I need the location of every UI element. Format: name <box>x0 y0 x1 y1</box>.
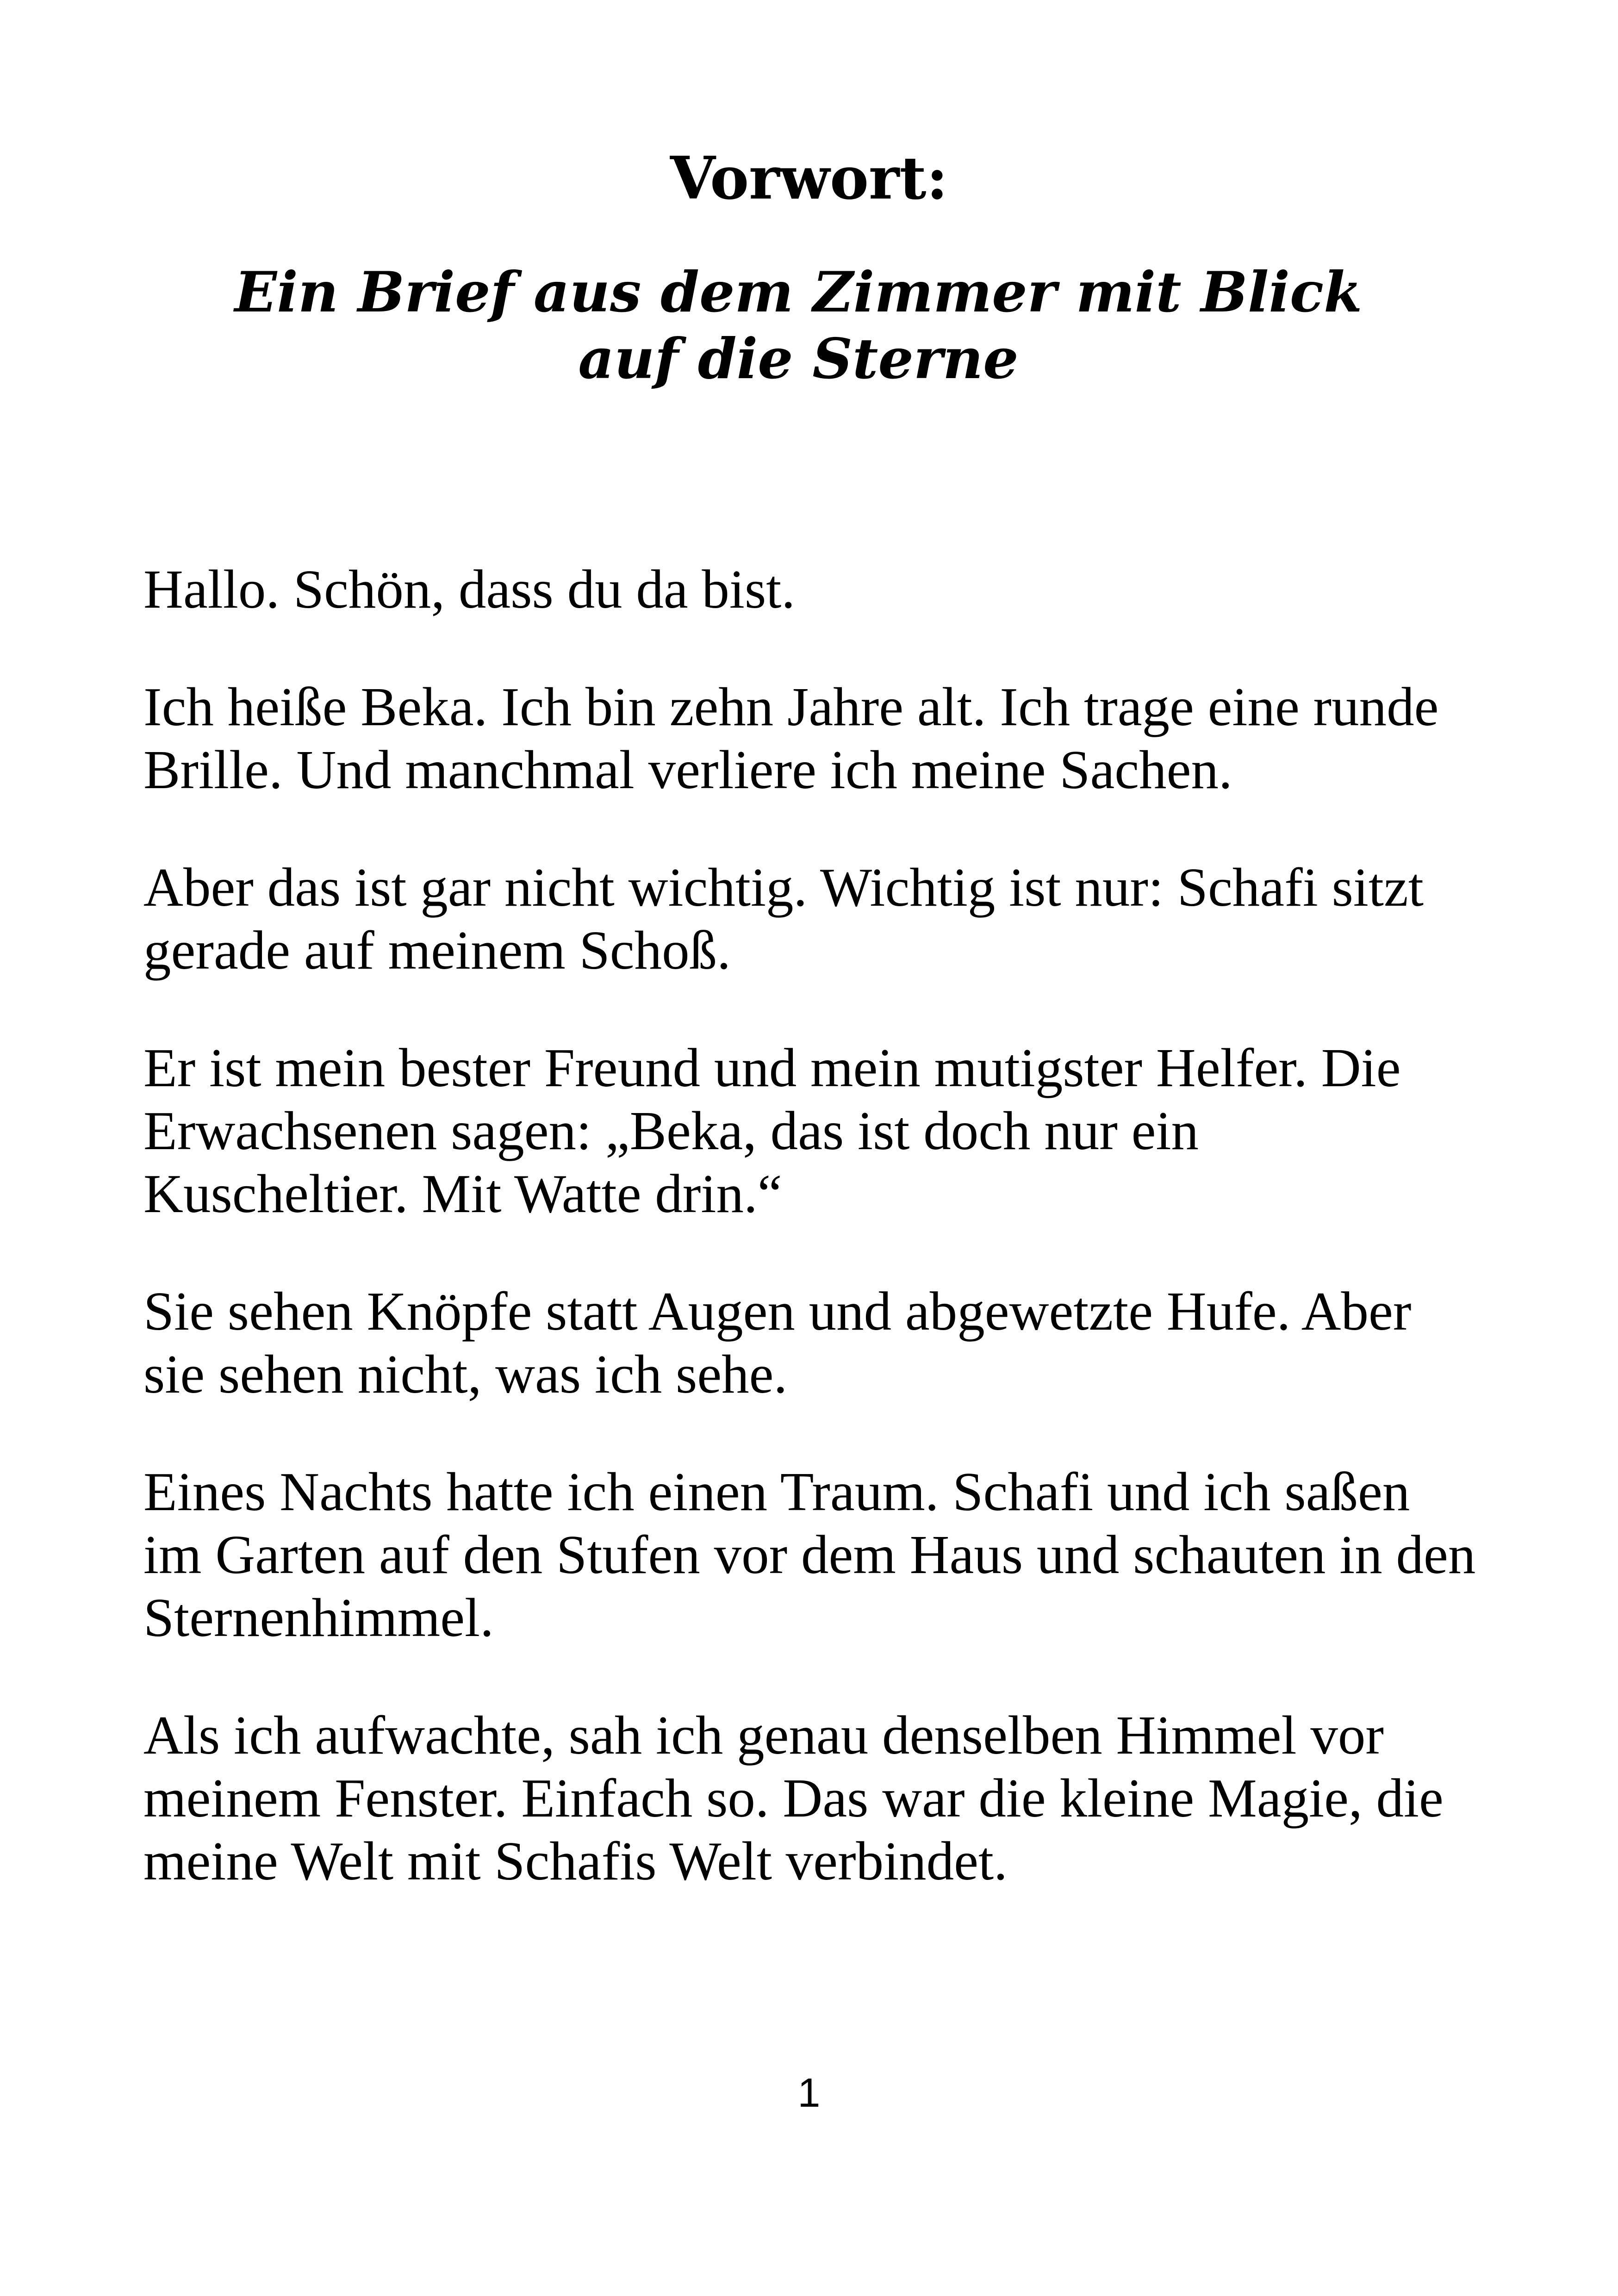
subtitle: Ein Brief aus dem Zimmer mit Blick auf die Sterne <box>234 260 1363 392</box>
paragraph: Als ich aufwachte, sah ich genau denselben Himmel vor meinem Fenster. Einfach so. Das war die kleine Magie, die meine Welt mit Schafis Welt verbindet. <box>143 1705 1444 1892</box>
page-number: 1 <box>797 2070 821 2116</box>
page-title: Vorwort: <box>670 144 948 212</box>
paragraph: Hallo. Schön, dass du da bist. <box>143 559 796 620</box>
paragraph: Aber das ist gar nicht wichtig. Wichtig ist nur: Schafi sitzt gerade auf meinem Schoß. <box>143 857 1424 981</box>
paragraph: Ich heiße Beka. Ich bin zehn Jahre alt. Ich trage eine runde Brille. Und manchmal verliere ich meine Sachen. <box>143 676 1439 800</box>
paragraph: Sie sehen Knöpfe statt Augen und abgewetzte Hufe. Aber sie sehen nicht, was ich sehe. <box>143 1281 1412 1405</box>
paragraph: Er ist mein bester Freund und mein mutigster Helfer. Die Erwachsenen sagen: „Beka, das ist doch nur ein Kuscheltier. Mit Watte drin.“ <box>143 1037 1401 1224</box>
paragraph: Eines Nachts hatte ich einen Traum. Schafi und ich saßen im Garten auf den Stufen vor dem Haus und schauten in den Sternenhimmel. <box>143 1461 1476 1648</box>
body-text <box>143 558 1476 1947</box>
